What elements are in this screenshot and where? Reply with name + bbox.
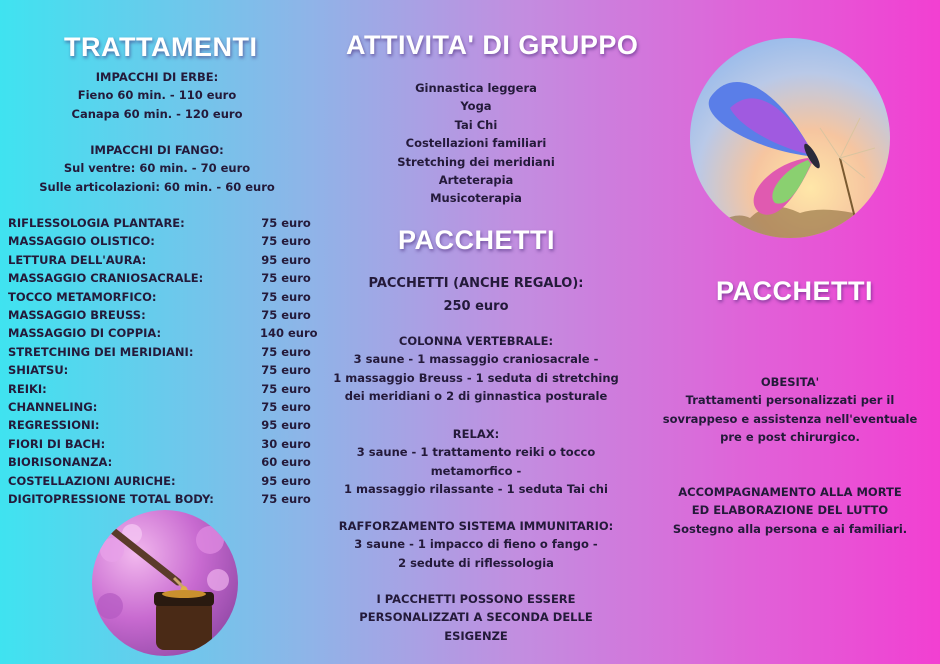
impacchi-erbe-block <box>0 68 314 123</box>
list-item <box>8 435 312 453</box>
treatment-price: 75 euro <box>261 271 311 286</box>
treatment-name: REIKI: <box>8 381 47 396</box>
obesita-line: Trattamenti personalizzati per il <box>685 393 895 408</box>
obesita-line: sovrappeso e assistenza nell'eventuale <box>662 411 918 426</box>
relax-line: 1 massaggio rilassante - 1 seduta Tai chi <box>344 482 608 497</box>
attivita-title: ATTIVITA' DI GRUPPO <box>346 30 639 60</box>
treatment-price: 75 euro <box>261 234 311 249</box>
essential-oil-photo <box>92 510 238 656</box>
lutto-block <box>650 483 930 538</box>
treatment-name: STRETCHING DEI MERIDIANI: <box>8 344 194 359</box>
treatment-name: BIORISONANZA: <box>8 455 113 470</box>
list-item: Costellazioni familiari <box>405 136 547 151</box>
obesita-block <box>650 373 930 447</box>
pacchetti-title-right: PACCHETTI <box>716 276 873 306</box>
regalo-price: 250 euro <box>443 299 509 314</box>
pacchetti-title-middle: PACCHETTI <box>398 225 555 255</box>
regalo-block <box>316 272 636 318</box>
immunitario-line: 3 saune - 1 impacco di fieno o fango - <box>354 537 598 552</box>
treatment-price: 75 euro <box>261 492 311 507</box>
list-item <box>8 343 312 361</box>
list-item: Ginnastica leggera <box>415 81 537 95</box>
treatment-name: LETTURA DELL'AURA: <box>8 252 147 267</box>
immunitario-block <box>316 517 636 572</box>
treatment-price: 75 euro <box>261 363 311 378</box>
treatment-price: 60 euro <box>261 455 311 470</box>
relax-line: 3 saune - 1 trattamento reiki o tocco <box>356 445 596 460</box>
note-line: I PACCHETTI POSSONO ESSERE <box>376 592 576 606</box>
relax-header: RELAX: <box>452 427 500 441</box>
note-line: PERSONALIZZATI A SECONDA DELLE <box>359 610 593 625</box>
treatment-name: MASSAGGIO OLISTICO: <box>8 234 155 249</box>
butterfly-photo <box>690 38 890 238</box>
treatment-name: SHIATSU: <box>8 363 69 378</box>
treatment-price: 75 euro <box>261 289 311 304</box>
treatment-price: 75 euro <box>261 308 311 323</box>
lutto-line: ED ELABORAZIONE DEL LUTTO <box>691 503 889 518</box>
treatment-price: 75 euro <box>261 381 311 396</box>
relax-line: metamorfico - <box>430 463 522 478</box>
treatment-price: 75 euro <box>261 216 311 230</box>
colonna-line: dei meridiani o 2 di ginnastica posturale <box>344 389 608 404</box>
bottle-illustration <box>92 510 238 656</box>
treatment-price: 140 euro <box>260 326 318 341</box>
colonna-header: COLONNA VERTEBRALE: <box>398 334 554 348</box>
list-item: Arteterapia <box>438 173 514 188</box>
treatment-name: RIFLESSOLOGIA PLANTARE: <box>8 216 185 230</box>
colonna-line: 3 saune - 1 massaggio craniosacrale - <box>353 352 599 367</box>
immunitario-header: RAFFORZAMENTO SISTEMA IMMUNITARIO: <box>338 519 614 533</box>
treatment-name: MASSAGGIO CRANIOSACRALE: <box>8 271 204 286</box>
treatments-price-list <box>8 214 318 509</box>
list-item <box>8 453 312 471</box>
colonna-line: 1 massaggio Breuss - 1 seduta di stretching <box>333 370 619 385</box>
list-item <box>8 398 312 416</box>
treatment-name: DIGITOPRESSIONE TOTAL BODY: <box>8 492 214 507</box>
butterfly-illustration <box>690 38 890 238</box>
list-item <box>8 361 312 379</box>
list-item <box>8 251 312 269</box>
list-item <box>8 380 312 398</box>
treatment-name: REGRESSIONI: <box>8 418 100 433</box>
list-item: Musicoterapia <box>430 191 522 206</box>
fango-header: IMPACCHI DI FANGO: <box>90 143 224 157</box>
fango-line: Sul ventre: 60 min. - 70 euro <box>63 161 251 176</box>
note-line: ESIGENZE <box>444 628 508 643</box>
relax-block <box>316 425 636 499</box>
treatment-name: TOCCO METAMORFICO: <box>8 289 157 304</box>
treatment-price: 95 euro <box>261 252 311 267</box>
treatment-name: CHANNELING: <box>8 400 98 415</box>
erbe-header: IMPACCHI DI ERBE: <box>95 70 219 84</box>
treatment-price: 75 euro <box>261 344 311 359</box>
list-item <box>8 324 318 342</box>
erbe-line: Canapa 60 min. - 120 euro <box>71 106 243 121</box>
treatment-price: 75 euro <box>261 400 311 415</box>
impacchi-fango-block <box>0 141 314 196</box>
list-item: Stretching dei meridiani <box>397 154 555 169</box>
list-item <box>8 214 312 232</box>
personalizzati-note <box>316 590 636 645</box>
treatment-name: MASSAGGIO BREUSS: <box>8 308 146 323</box>
treatment-price: 95 euro <box>261 418 311 433</box>
list-item <box>8 288 312 306</box>
immunitario-line: 2 sedute di riflessologia <box>398 555 554 570</box>
obesita-line: pre e post chirurgico. <box>720 430 860 445</box>
list-item <box>8 306 312 324</box>
treatment-name: MASSAGGIO DI COPPIA: <box>8 326 162 341</box>
list-item <box>8 472 312 490</box>
activities-list <box>316 79 636 208</box>
list-item <box>8 490 312 508</box>
obesita-header: OBESITA' <box>760 375 820 389</box>
regalo-line: PACCHETTI (ANCHE REGALO): <box>368 276 584 291</box>
erbe-line: Fieno 60 min. - 110 euro <box>77 88 237 103</box>
treatment-name: FIORI DI BACH: <box>8 436 106 451</box>
lutto-line: ACCOMPAGNAMENTO ALLA MORTE <box>678 485 902 499</box>
colonna-block <box>316 332 636 406</box>
list-item: Yoga <box>460 99 492 114</box>
list-item <box>8 232 312 250</box>
list-item <box>8 269 312 287</box>
list-item <box>8 416 312 434</box>
treatment-price: 30 euro <box>261 436 311 451</box>
lutto-line: Sostegno alla persona e ai familiari. <box>672 521 908 536</box>
trattamenti-title: TRATTAMENTI <box>64 32 258 62</box>
treatment-name: COSTELLAZIONI AURICHE: <box>8 473 176 488</box>
list-item: Tai Chi <box>454 117 498 132</box>
treatment-price: 95 euro <box>261 473 311 488</box>
fango-line: Sulle articolazioni: 60 min. - 60 euro <box>39 179 275 194</box>
